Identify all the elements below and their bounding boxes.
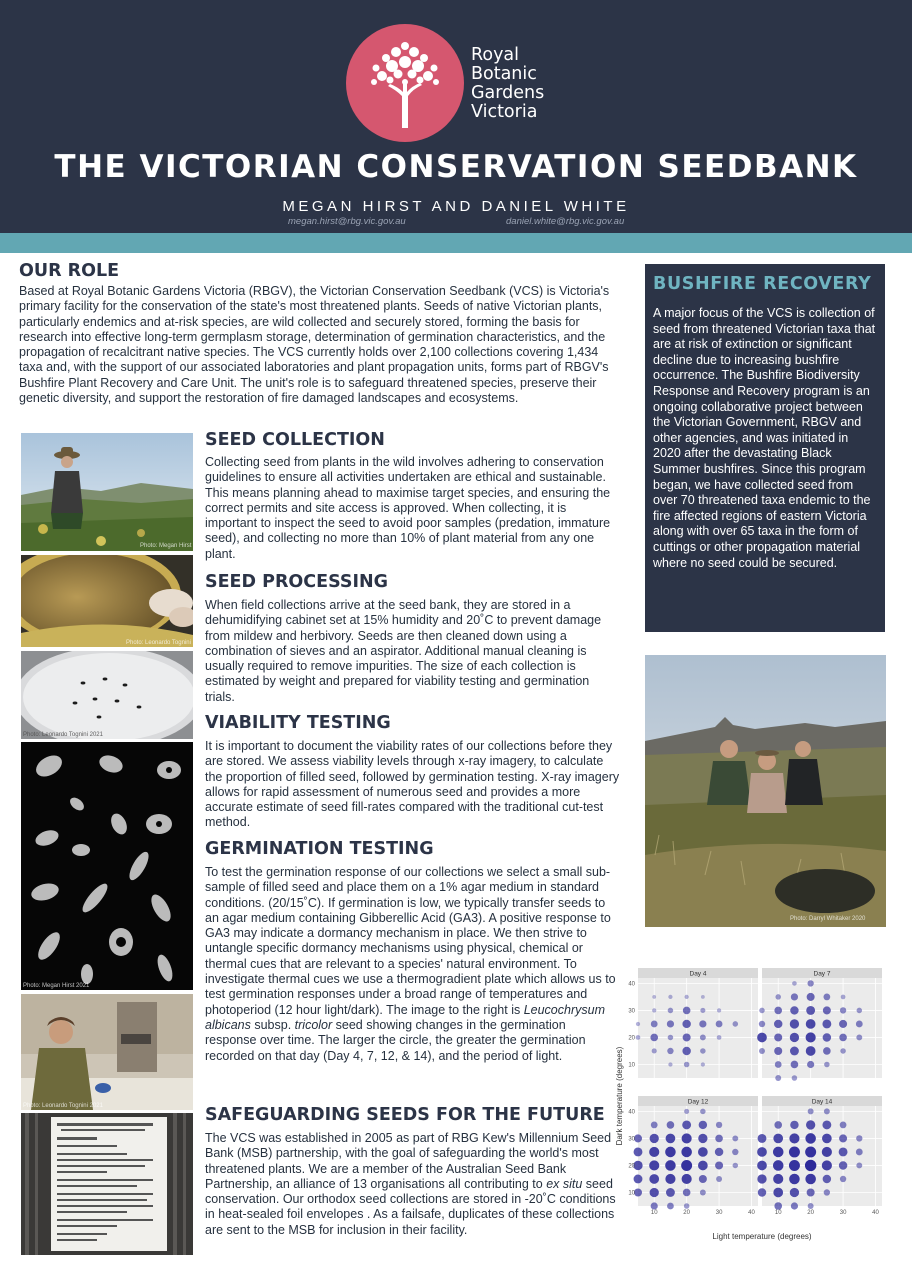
data-point [806, 1046, 816, 1056]
data-point [824, 1108, 830, 1114]
data-point [665, 1174, 675, 1184]
seed-xray-photo [21, 742, 193, 990]
data-point [716, 1122, 722, 1128]
data-point [636, 1022, 640, 1026]
data-point [773, 1188, 783, 1198]
data-point [634, 1188, 642, 1196]
data-point [791, 993, 798, 1000]
data-point [665, 1147, 676, 1158]
data-point [666, 1134, 676, 1144]
x-tick-label: 30 [715, 1210, 723, 1216]
seed-collection-heading: SEED COLLECTION [205, 430, 385, 450]
data-point [652, 1048, 657, 1053]
data-point [774, 1007, 782, 1015]
data-point [652, 1008, 656, 1012]
y-tick-label: 20 [628, 1035, 635, 1042]
data-point [698, 1134, 707, 1143]
germination-text-part: seed showing changes in the germination response over time. The larger the circle, the greater the germination recorded on that day (Day 4, 7, 12, & 14), and the period of light. [205, 1017, 586, 1063]
data-point [715, 1148, 723, 1156]
seed-collection-text: Collecting seed from plants in the wild involves adhering to conservation guidelines to ensure all activities undertaken are ethical and sustainable. This means planning ahead to maximise target species, and ensuring the correct permits and site access is approved. When collecting, it is important to inspect the seed to avoid poor samples (predation, immature seed), and collecting no more than 10% of plant material from any one plant. [205, 455, 611, 561]
x-axis-label: Light temperature (degrees) [712, 1232, 812, 1241]
x-tick-label: 10 [650, 1210, 658, 1216]
data-point [682, 1047, 690, 1055]
xray-photo-caption: Photo: Megan Hirst 2021 [23, 983, 90, 989]
data-point [733, 1163, 739, 1169]
data-point [668, 1062, 672, 1066]
data-point [668, 1035, 674, 1041]
data-point [856, 1135, 862, 1141]
data-point [665, 1160, 676, 1171]
agar-photo-caption: Photo: Leonardo Tognini 2021 [23, 732, 103, 738]
data-point [666, 1188, 675, 1197]
data-point [805, 1133, 816, 1144]
data-point [683, 1033, 691, 1041]
data-point [773, 1174, 783, 1184]
germination-text-part: To test the germination response of our collections we select a small sub-sample of filled seed and place them on a 1% agar medium in standard conditions. (20/15˚C). If germination is low, we typically transfer seeds to an agar medium containing Gibberellic Acid (GA3). A positive response to GA3 may indicate a dormancy mechanism in place. We then strive to untangle specific dormancy mechanisms using physical, chemical or thermal cues that are relevant to a species' natural environment. To investigate thermal cues we use a thermogradient plate which allows us to test germination responses under a broad range of temperatures and photoperiod (12 hour light/dark). The image to the right is [205, 865, 616, 1017]
data-point [758, 1188, 766, 1196]
data-point [774, 1121, 782, 1129]
panel-title: Day 12 [687, 1098, 709, 1106]
data-point [806, 1006, 815, 1015]
bushfire-photo-caption: Photo: Darryl Whitaker 2020 [790, 916, 866, 922]
data-point [790, 1188, 799, 1197]
germination-testing-heading: GERMINATION TESTING [205, 839, 434, 859]
data-point [650, 1134, 659, 1143]
data-point [634, 1175, 643, 1184]
data-point [775, 994, 781, 1000]
data-point [774, 1020, 782, 1028]
data-point [682, 1020, 690, 1028]
data-point [839, 1034, 847, 1042]
y-tick-label: 40 [628, 981, 635, 988]
data-point [823, 994, 830, 1001]
data-point [790, 1006, 798, 1014]
data-point [822, 1020, 831, 1029]
data-point [700, 1190, 706, 1196]
data-point [791, 1202, 798, 1209]
data-point [773, 1134, 783, 1144]
data-point [791, 1061, 799, 1069]
data-point [808, 1203, 814, 1209]
y-tick-label: 10 [628, 1190, 635, 1197]
data-point [808, 1108, 814, 1114]
seed-processing-heading: SEED PROCESSING [205, 572, 389, 592]
logo-line: Botanic [471, 64, 537, 84]
x-tick-label: 20 [683, 1210, 690, 1216]
data-point [840, 1122, 847, 1129]
data-point [651, 1021, 658, 1028]
bushfire-recovery-heading: BUSHFIRE RECOVERY [653, 274, 872, 294]
poster-authors: MEGAN HIRST AND DANIEL WHITE [282, 198, 630, 215]
data-point [667, 1020, 674, 1027]
logo-line: Victoria [471, 102, 538, 122]
data-point [700, 1008, 705, 1013]
data-point [757, 1174, 766, 1183]
data-point [667, 1121, 675, 1129]
data-point [650, 1188, 659, 1197]
data-point [856, 1149, 863, 1156]
data-point [716, 1021, 723, 1028]
data-point [790, 1019, 799, 1028]
data-point [649, 1147, 659, 1157]
bushfire-field-team-photo [645, 655, 886, 927]
data-point [649, 1160, 659, 1170]
data-point [792, 981, 797, 986]
data-point [667, 1048, 673, 1054]
data-point [773, 1160, 784, 1171]
our-role-heading: OUR ROLE [19, 261, 120, 281]
data-point [840, 1176, 846, 1182]
data-point [773, 1147, 784, 1158]
data-point [839, 1020, 847, 1028]
data-point [807, 993, 815, 1001]
data-point [682, 1133, 692, 1143]
data-point [759, 1008, 765, 1014]
germination-bubble-chart [610, 960, 902, 1250]
viability-testing-text: It is important to document the viability rates of our collections before they are stored. We assess viability levels through x-ray imagery, to calculate the proportion of filled seed, followed by germination testing. X-ray imagery allows for rapid assessment of numerous seed and provides a more accurate estimate of seed fill-rates compared with the traditional cut-test method. [205, 739, 620, 830]
data-point [682, 1174, 692, 1184]
data-point [790, 1047, 799, 1056]
lab-photo-caption: Photo: Leonardo Tognini 2021 [23, 1103, 103, 1109]
data-point [636, 1035, 641, 1040]
data-point [651, 1202, 658, 1209]
panel-background [638, 978, 758, 1078]
data-point [822, 1147, 832, 1157]
data-point [715, 1135, 723, 1143]
data-point [823, 1175, 831, 1183]
data-point [716, 1176, 722, 1182]
data-point [684, 1203, 690, 1209]
data-point [700, 1048, 706, 1054]
y-axis-label: Dark temperature (degrees) [615, 1046, 624, 1146]
x-tick-label: 40 [748, 1210, 755, 1216]
our-role-text: Based at Royal Botanic Gardens Victoria (RBGV), the Victorian Conservation Seedbank (VCS) is Victoria's primary facility for the conservation of the state's most threatened plants. Seeds of native Victorian plants, particularly endemics and at-risk species, are wild collected and securely stored, forming the basis for research into effective long-term germplasm storage, determination of germination characteristics, and the propagation of recalcitrant native species. The VCS currently holds over 2,100 collections covering 1,434 taxa and, with the support of our associated laboratories and plant propagation units, forms part of RBGV's Bushfire Plant Recovery and Care Unit. The unit's role is to safeguard threatened species, preserve their genetic diversity, and support the restoration of fire damaged landscapes and ecosystems. [19, 284, 610, 406]
header-divider-band [0, 233, 912, 253]
seed-processing-text: When field collections arrive at the seed bank, they are stored in a dehumidifying cabinet set at 15% humidity and 20˚C to prevent damage from mildew and herbivory. Seeds are then cleaned down using a combination of sieves and an aspirator. Additional manual cleaning is usually required to remove impurities. The size of each collection is estimated by weight and prepared for viability testing and germination trials. [205, 598, 602, 704]
data-point [732, 1149, 738, 1155]
data-point [839, 1161, 847, 1169]
data-point [824, 1062, 830, 1068]
data-point [699, 1175, 707, 1183]
data-point [823, 1047, 831, 1055]
data-point [652, 995, 656, 999]
data-point [775, 1061, 782, 1068]
data-point [685, 995, 689, 999]
logo-line: Royal [471, 45, 520, 65]
lab-scientist-photo [21, 994, 193, 1110]
data-point [700, 1034, 706, 1040]
data-point [758, 1134, 767, 1143]
data-point [775, 1075, 781, 1081]
subsp-name: tricolor [294, 1017, 333, 1032]
data-point [683, 1007, 691, 1015]
data-point [805, 1174, 816, 1185]
viability-testing-heading: VIABILITY TESTING [205, 713, 391, 733]
author-email-white[interactable]: daniel.white@rbg.vic.gov.au [506, 216, 625, 227]
data-point [717, 1008, 721, 1012]
data-point [634, 1134, 642, 1142]
data-point [806, 1120, 815, 1129]
data-point [757, 1161, 767, 1171]
data-point [857, 1008, 863, 1014]
data-point [805, 1146, 816, 1157]
safeguarding-text [205, 1131, 620, 1238]
data-point [840, 1048, 846, 1054]
data-point [822, 1120, 831, 1129]
field-collection-photo [21, 433, 193, 551]
data-point [649, 1174, 659, 1184]
rbgv-logo-text [471, 46, 544, 122]
y-tick-label: 20 [628, 1163, 635, 1170]
y-tick-label: 40 [628, 1109, 635, 1116]
data-point [698, 1161, 708, 1171]
data-point [822, 1134, 832, 1144]
data-point [840, 1007, 846, 1013]
data-point [789, 1146, 800, 1157]
data-point [651, 1122, 658, 1129]
data-point [807, 1188, 815, 1196]
data-point [681, 1160, 692, 1171]
safeguarding-heading: SAFEGUARDING SEEDS FOR THE FUTURE [205, 1105, 605, 1125]
data-point [701, 1062, 705, 1066]
y-tick-label: 30 [628, 1008, 635, 1015]
field-photo-caption: Photo: Megan Hirst 2020 [140, 543, 207, 549]
poster-title: THE VICTORIAN CONSERVATION SEEDBANK [54, 149, 858, 185]
logo-line: Gardens [471, 83, 545, 103]
panel-title: Day 14 [811, 1098, 833, 1106]
data-point [839, 1148, 848, 1157]
data-point [701, 995, 705, 999]
x-tick-label: 20 [807, 1210, 814, 1216]
data-point [668, 1008, 674, 1014]
data-point [757, 1033, 767, 1043]
data-point [790, 1033, 799, 1042]
data-point [806, 1019, 816, 1029]
seeds-on-agar-photo [21, 651, 193, 739]
data-point [759, 1048, 765, 1054]
data-point [839, 1134, 847, 1142]
data-point [856, 1021, 863, 1028]
x-tick-label: 30 [839, 1210, 847, 1216]
data-point [856, 1162, 862, 1168]
data-point [650, 1034, 658, 1042]
data-point [774, 1033, 782, 1041]
germination-testing-text [205, 865, 620, 1064]
seed-sieve-photo [21, 555, 193, 647]
subsp-label: subsp. [250, 1017, 295, 1032]
data-point [789, 1160, 800, 1171]
data-point [774, 1047, 782, 1055]
data-point [698, 1147, 708, 1157]
data-point [699, 1121, 707, 1129]
y-tick-label: 10 [628, 1062, 635, 1069]
panel-title: Day 4 [689, 970, 707, 978]
data-point [823, 1033, 831, 1041]
data-point [684, 1109, 689, 1114]
data-point [715, 1161, 723, 1169]
data-point [792, 1075, 798, 1081]
y-tick-label: 30 [628, 1136, 635, 1143]
data-point [667, 1203, 674, 1210]
data-point [682, 1120, 691, 1129]
data-point [807, 1061, 814, 1068]
data-point [684, 1062, 690, 1068]
data-point [789, 1133, 799, 1143]
panel-title: Day 7 [813, 970, 831, 978]
data-point [634, 1148, 643, 1157]
data-point [805, 1160, 816, 1171]
data-point [759, 1021, 765, 1027]
x-tick-label: 10 [774, 1210, 782, 1216]
bushfire-recovery-text: A major focus of the VCS is collection of seed from threatened Victorian taxa that are at risk of extinction or significant decline due to increasing bushfire occurrence. The Bushfire Biodiversity Response and Recovery program is an ongoing collaborative project between the Victorian Government, RBGV and other agencies, and was initiated in 2020 after the devastating Black Summer bushfires. Since this program began, we have collected seed from over 70 threatened taxa endemic to the fire affected regions of eastern Victoria along with over 65 taxa in the form of cuttings or other propagation material where no seed could be secured. [653, 306, 876, 570]
data-point [856, 1034, 862, 1040]
author-email-hirst[interactable]: megan.hirst@rbg.vic.gov.au [288, 216, 406, 227]
data-point [683, 1189, 691, 1197]
safeguarding-text-part: seed conservation. Our orthodox seed collections are stored in -20˚C conditions in heat-sealed foil envelopes . As a failsafe, duplicates of these collections are sent to the MSB for inclusion in their facility. [205, 1176, 616, 1237]
data-point [757, 1147, 767, 1157]
data-point [806, 1032, 816, 1042]
data-point [732, 1135, 738, 1141]
data-point [807, 980, 813, 986]
rbgv-tree-logo-icon [346, 24, 464, 142]
germination-chart-svg [610, 960, 902, 1250]
data-point [700, 1109, 706, 1115]
species-name: Leucochrysum albicans [205, 1002, 605, 1032]
ex-situ-term: ex situ [546, 1176, 583, 1191]
data-point [789, 1174, 800, 1185]
x-tick-label: 40 [872, 1210, 879, 1216]
seed-photo-caption: Photo: Leonardo Tognini 2021 [126, 640, 206, 646]
herbarium-label-photo [21, 1113, 193, 1255]
data-point [823, 1006, 831, 1014]
data-point [841, 995, 846, 1000]
data-point [668, 995, 672, 999]
data-point [699, 1020, 706, 1027]
data-point [733, 1021, 739, 1027]
data-point [774, 1202, 782, 1210]
data-point [681, 1147, 692, 1158]
data-point [824, 1189, 830, 1195]
data-point [790, 1121, 798, 1129]
data-point [822, 1160, 832, 1170]
safeguarding-text-part: The VCS was established in 2005 as part of RBG Kew's Millennium Seed Bank (MSB) partnership, with the goal of safeguarding the world's most threatened plants. We are a member of the Australian Seed Bank Partnership, an alliance of 13 organisations all contributing to [205, 1131, 612, 1191]
data-point [717, 1035, 722, 1040]
